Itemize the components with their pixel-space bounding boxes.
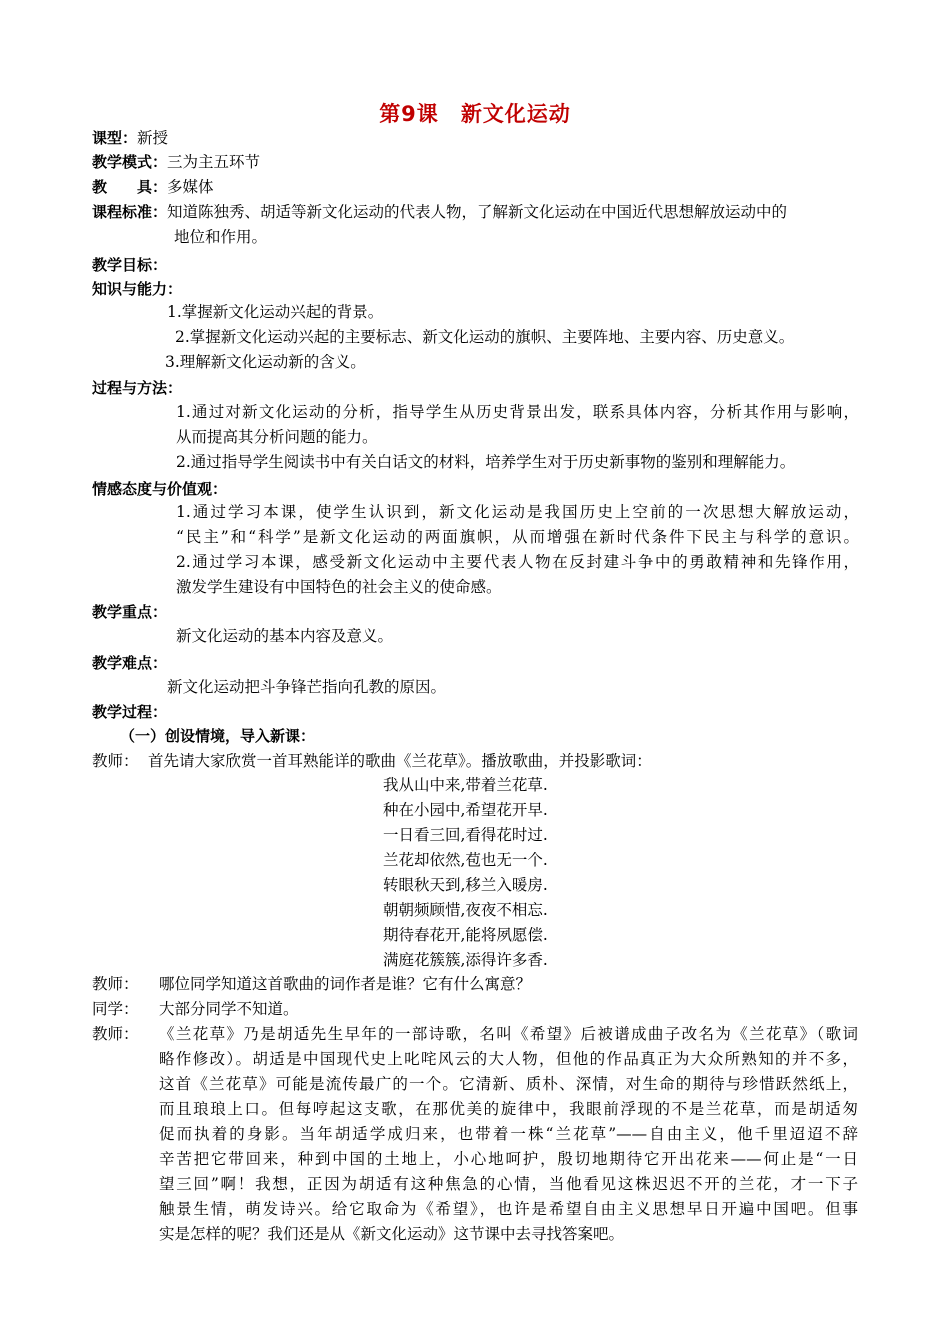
type-label: 课型：	[92, 129, 138, 147]
poem-line-1: 我从山中来,带着兰花草.	[383, 776, 548, 794]
speaker-label: 教师：	[92, 752, 139, 770]
mode-row	[92, 150, 260, 174]
poem-line-6: 朝朝频顾惜,夜夜不相忘.	[383, 901, 548, 919]
teacher-paragraph-line-6: 辛苦把它带回来，种到中国的土地上，小心地呵护，殷切地期待它开出花来——何止是“一日	[159, 1150, 858, 1168]
poem-line-8: 满庭花簇簇,添得许多香.	[383, 951, 548, 969]
emotion-item-2a: 2.通过学习本课，感受新文化运动中主要代表人物在反封建斗争中的勇敢精神和先锋作用，	[176, 553, 859, 571]
standard-line-2: 地位和作用。	[174, 228, 268, 246]
emotion-item-1b: “民主”和“科学”是新文化运动的两面旗帜，从而增强在新时代条件下民主与科学的意识。	[176, 528, 859, 546]
teacher-paragraph-line-9: 实是怎样的呢？我们还是从《新文化运动》这节课中去寻找答案吧。	[159, 1225, 625, 1243]
emotion-heading: 情感态度与价值观：	[92, 480, 228, 498]
poem-line-4: 兰花却依然,苞也无一个.	[383, 851, 548, 869]
knowledge-item-3: 3.理解新文化运动新的含义。	[165, 353, 366, 371]
teacher-paragraph-line-8: 触景生情，萌发诗兴。给它取命为《希望》，也许是希望自由主义思想早日开遍中国吧。但事	[159, 1200, 858, 1218]
teacher-line-3-speaker: 教师：	[92, 1025, 139, 1043]
lesson-number: 第9课	[379, 102, 439, 126]
teacher-paragraph-line-2: 略作修改）。胡适是中国现代史上叱咤风云的大人物，但他的作品真正为大众所熟知的并不多，	[159, 1050, 858, 1068]
focus-text: 新文化运动的基本内容及意义。	[176, 627, 394, 645]
page-title	[0, 98, 950, 128]
poem-line-2: 种在小园中,希望花开早.	[383, 801, 548, 819]
objectives-heading: 教学目标：	[92, 256, 168, 274]
mode-label: 教学模式：	[92, 153, 168, 171]
difficulty-heading: 教学难点：	[92, 654, 168, 672]
type-row	[92, 126, 168, 150]
process-item-2: 2.通过指导学生阅读书中有关白话文的材料，培养学生对于历史新事物的鉴别和理解能力。	[176, 453, 796, 471]
knowledge-item-1: 1.掌握新文化运动兴起的背景。	[167, 303, 384, 321]
teacher-line-1-text: 首先请大家欣赏一首耳熟能详的歌曲《兰花草》。播放歌曲，并投影歌词：	[148, 752, 652, 770]
mode-value: 三为主五环节	[167, 153, 261, 171]
section-1-heading: （一）创设情境，导入新课：	[120, 727, 316, 745]
lesson-name: 新文化运动	[460, 102, 571, 126]
poem-line-5: 转眼秋天到,移兰入暖房.	[383, 876, 548, 894]
standard-line-1: 知道陈独秀、胡适等新文化运动的代表人物，了解新文化运动在中国近代思想解放运动中的	[167, 203, 788, 221]
emotion-item-2b: 激发学生建设有中国特色的社会主义的使命感。	[176, 578, 502, 596]
standard-row	[92, 200, 787, 224]
student-line-1	[92, 997, 299, 1021]
teacher-line-1	[92, 749, 652, 773]
emotion-item-1a: 1.通过学习本课，使学生认识到，新文化运动是我国历史上空前的一次思想大解放运动，	[176, 503, 859, 521]
tools-label: 教 具：	[92, 178, 168, 196]
speaker-label: 教师：	[92, 975, 139, 993]
teacher-line-2	[92, 972, 532, 996]
teacher-line-2-text: 哪位同学知道这首歌曲的词作者是谁？它有什么寓意？	[159, 975, 532, 993]
knowledge-heading: 知识与能力：	[92, 280, 183, 298]
teacher-paragraph-line-3: 这首《兰花草》可能是流传最广的一个。它清新、质朴、深情，对生命的期待与珍惜跃然纸上，	[159, 1075, 858, 1093]
teaching-process-heading: 教学过程：	[92, 703, 168, 721]
process-item-1a: 1.通过对新文化运动的分析，指导学生从历史背景出发，联系具体内容，分析其作用与影响，	[176, 403, 859, 421]
focus-heading: 教学重点：	[92, 603, 168, 621]
difficulty-text: 新文化运动把斗争锋芒指向孔教的原因。	[167, 678, 447, 696]
teacher-paragraph-line-5: 促而执着的身影。当年胡适学成归来，也带着一株“兰花草”——自由主义，他千里迢迢不辞	[159, 1125, 858, 1143]
type-value: 新授	[137, 129, 169, 147]
teacher-paragraph-line-1: 《兰花草》乃是胡适先生早年的一部诗歌，名叫《希望》后被谱成曲子改名为《兰花草》（歌词	[159, 1025, 858, 1043]
student-line-1-text: 大部分同学不知道。	[159, 1000, 299, 1018]
knowledge-item-2: 2.掌握新文化运动兴起的主要标志、新文化运动的旗帜、主要阵地、主要内容、历史意义。	[175, 328, 795, 346]
tools-row	[92, 175, 214, 199]
tools-value: 多媒体	[167, 178, 214, 196]
poem-line-3: 一日看三回,看得花时过.	[383, 826, 548, 844]
standard-label: 课程标准：	[92, 203, 168, 221]
teacher-paragraph-line-4: 而且琅琅上口。但每哼起这支歌，在那优美的旋律中，我眼前浮现的不是兰花草，而是胡适匆	[159, 1100, 858, 1118]
process-item-1b: 从而提高其分析问题的能力。	[176, 428, 378, 446]
speaker-label: 同学：	[92, 1000, 139, 1018]
process-heading: 过程与方法：	[92, 379, 183, 397]
teacher-paragraph-line-7: 望三回”啊！我想，正因为胡适有这种焦急的心情，当他看见这株迟迟不开的兰花，才一下子	[159, 1175, 858, 1193]
poem-line-7: 期待春花开,能将夙愿偿.	[383, 926, 548, 944]
